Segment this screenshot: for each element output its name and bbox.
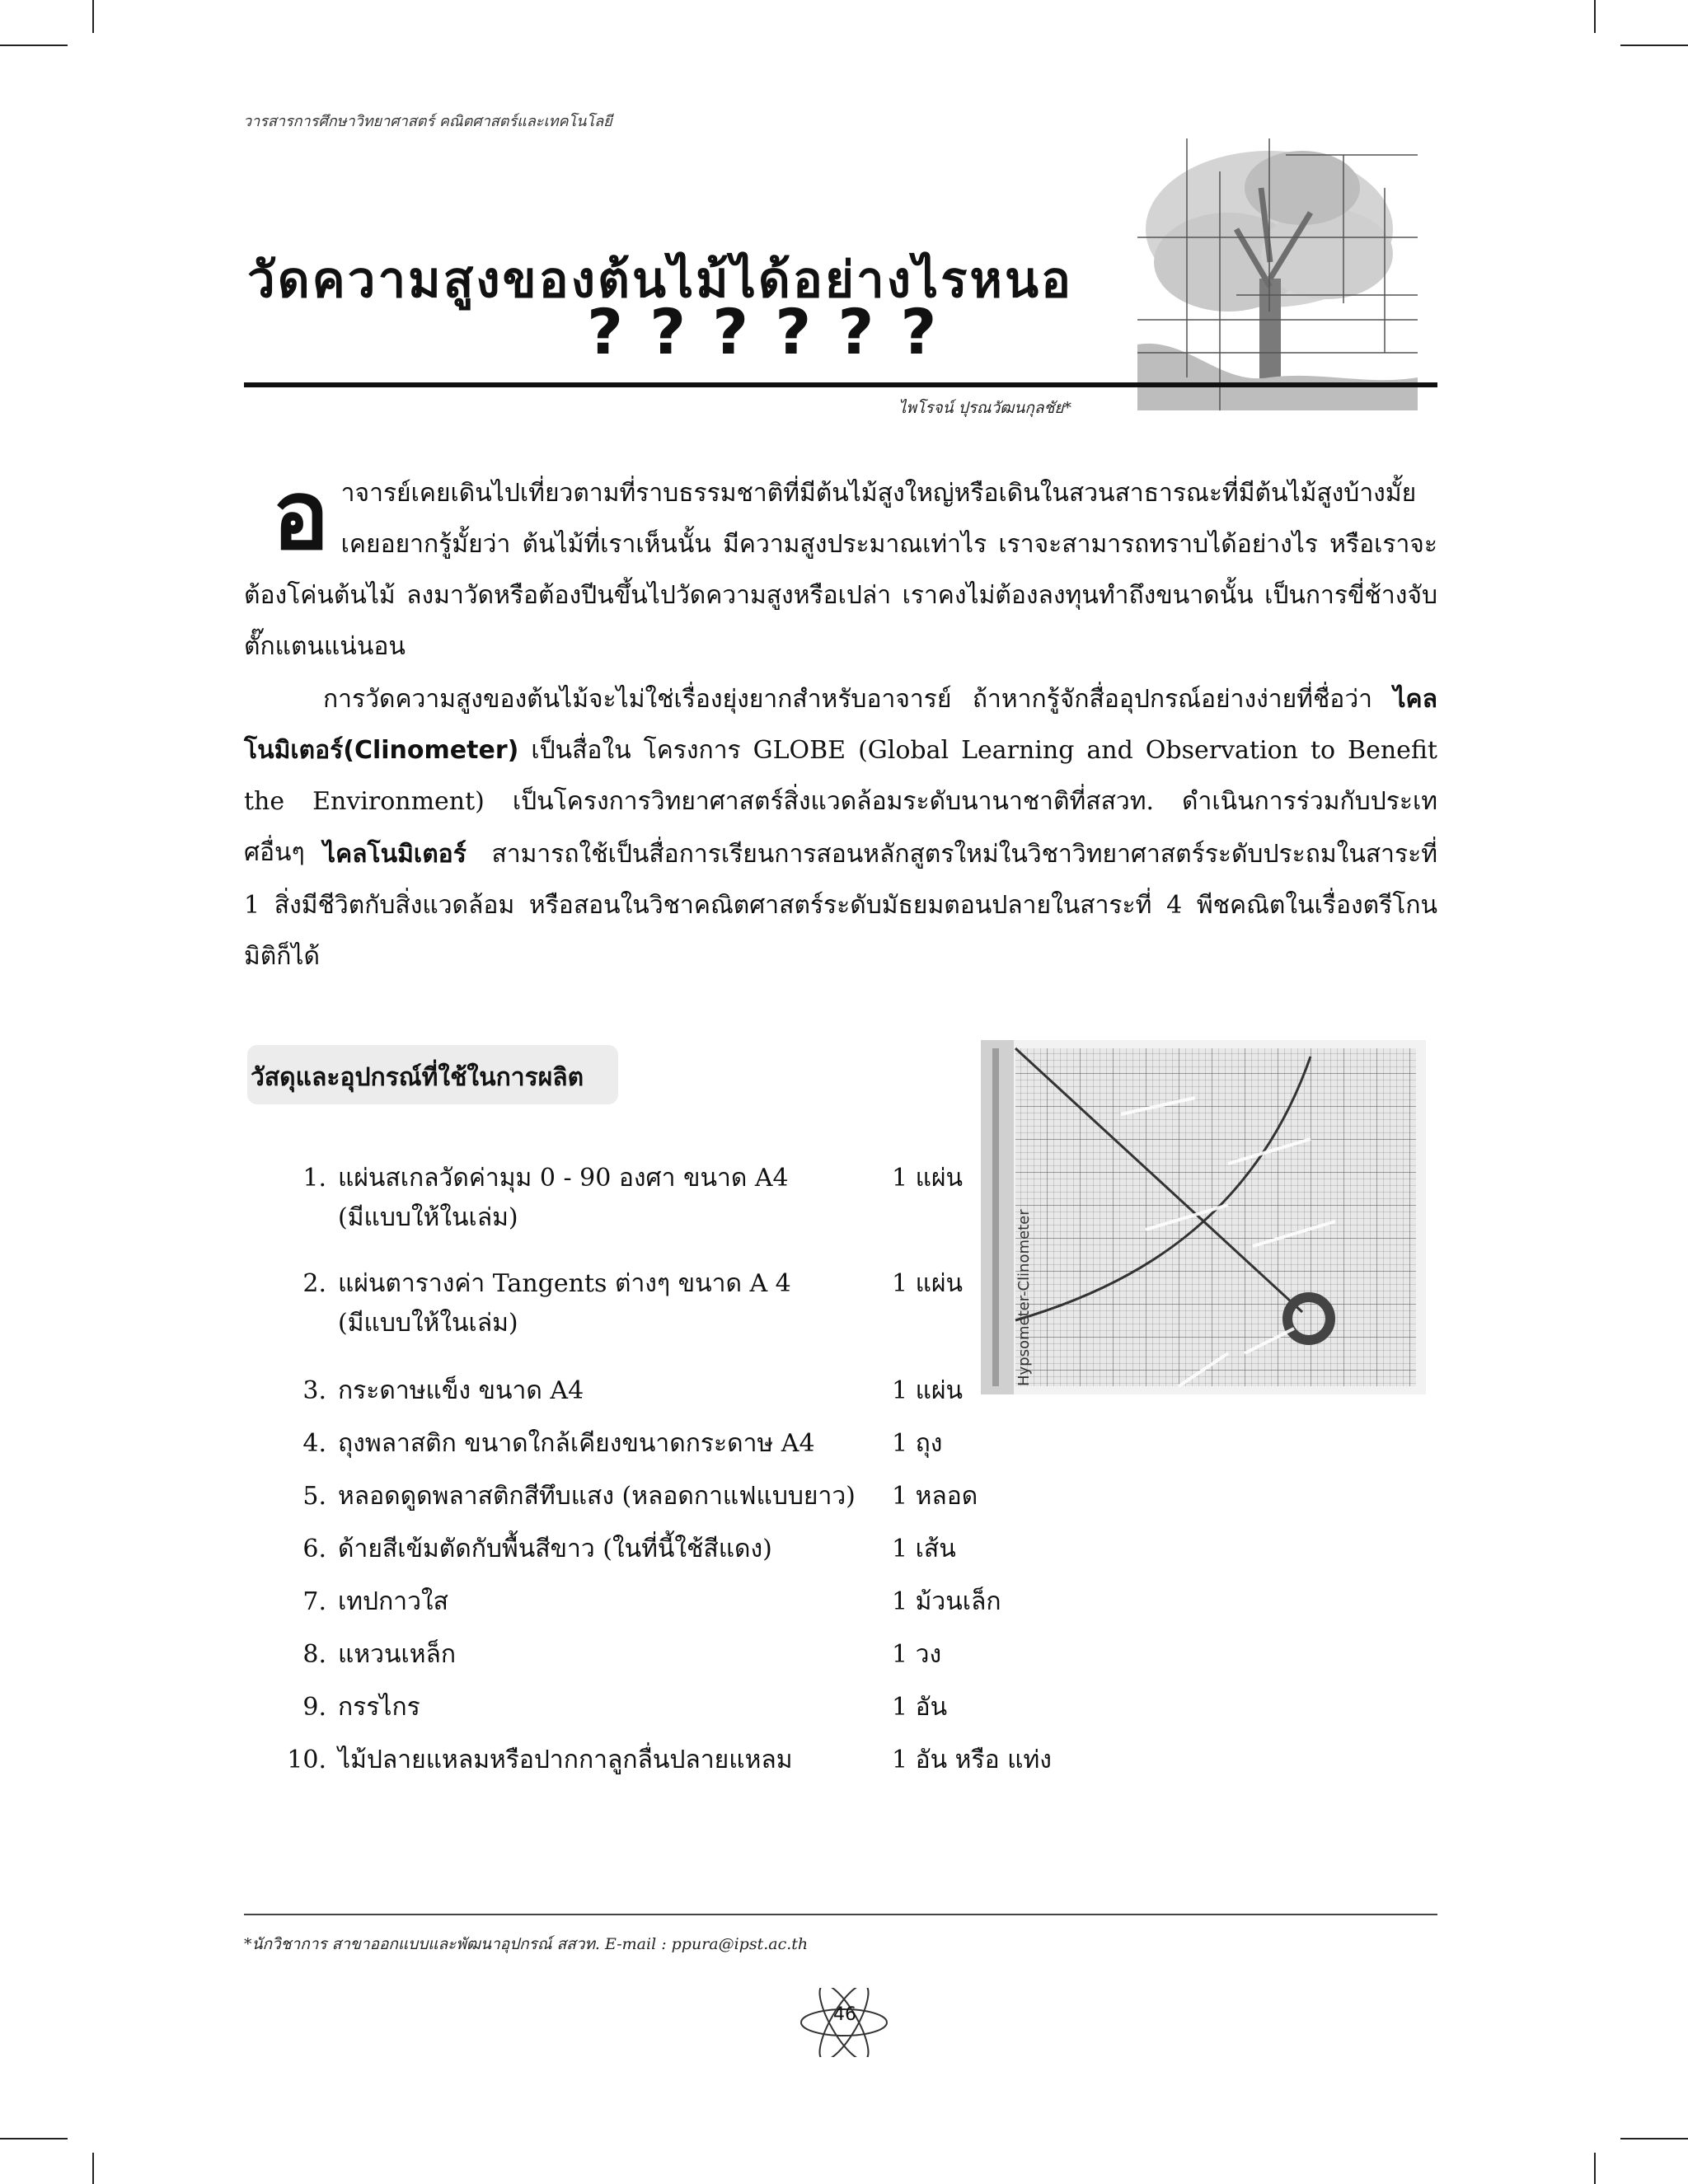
crop-mark xyxy=(1594,2153,1596,2184)
list-item xyxy=(272,1691,1063,1741)
footnote: *นักวิชาการ สาขาออกแบบและพัฒนาอุปกรณ์ สสวท. E-mail : ppura@ipst.ac.th xyxy=(244,1935,809,1953)
intro-paragraph-3 xyxy=(244,829,1437,982)
intro-text: เป็นสื่อใน โครงการ GLOBE (Global Learning and Observation to Benefit the Environment) เป็นโครงการวิทยาศาสตร์สิ่งแวดล้อมระดับนานาชาติที่สสวท. ดำเนินการร่วมกับประเทศอื่นๆ xyxy=(244,736,1437,867)
item-quantity: 1 อัน xyxy=(892,1693,948,1722)
item-number: 2. xyxy=(302,1269,326,1298)
list-item xyxy=(272,1638,1063,1688)
item-name: ด้ายสีเข้มตัดกับพื้นสีขาว (ในที่นี้ใช้สีแดง) xyxy=(338,1535,772,1563)
item-name: กระดาษแข็ง ขนาด A4 xyxy=(338,1376,584,1405)
list-item xyxy=(272,1162,1063,1232)
item-quantity: 1 อัน หรือ แท่ง xyxy=(892,1746,1052,1774)
item-quantity: 1 แผ่น xyxy=(892,1376,964,1405)
item-name: แหวนเหล็ก xyxy=(338,1640,457,1669)
item-number: 4. xyxy=(302,1429,326,1458)
crop-mark xyxy=(1620,2138,1688,2139)
item-number: 8. xyxy=(302,1640,326,1669)
item-quantity: 1 ม้วนเล็ก xyxy=(892,1587,1001,1616)
item-quantity: 1 แผ่น xyxy=(892,1164,964,1193)
item-quantity: 1 วง xyxy=(892,1640,942,1669)
figure-label: Hypsometer-Clinometer xyxy=(1015,1209,1033,1386)
item-name: แผ่นตารางค่า Tangents ต่างๆ ขนาด A 4 xyxy=(338,1269,791,1298)
item-number: 10. xyxy=(287,1746,326,1774)
author-name: ไพโรจน์ ปุรณวัฒนกุลชัย* xyxy=(898,399,1072,417)
item-number: 3. xyxy=(302,1376,326,1405)
crop-mark xyxy=(1594,0,1596,33)
page-number: 46 xyxy=(833,2004,856,2025)
article-title-question-marks: ?????? xyxy=(587,295,964,368)
title-divider xyxy=(244,382,1437,387)
item-name: แผ่นสเกลวัดค่ามุม 0 - 90 องศา ขนาด A4 xyxy=(338,1164,789,1193)
drop-cap: อ xyxy=(272,460,330,571)
crop-mark xyxy=(0,45,68,46)
crop-mark xyxy=(0,2138,68,2139)
intro-text: การวัดความสูงของต้นไม้จะไม่ใช่เรื่องยุ่งยากสำหรับอาจารย์ ถ้าหากรู้จักสื่ออุปกรณ์อย่างง่ายที่ชื่อว่า xyxy=(323,685,1373,714)
running-head: วารสารการศึกษาวิทยาศาสตร์ คณิตศาสตร์และเทคโนโลยี xyxy=(243,113,612,130)
item-note: (มีแบบให้ในเล่ม) xyxy=(338,1309,518,1338)
item-quantity: 1 แผ่น xyxy=(892,1269,964,1298)
item-number: 7. xyxy=(302,1587,326,1616)
section-heading: วัสดุและอุปกรณ์ที่ใช้ในการผลิต xyxy=(251,1063,584,1092)
intro-paragraph-1 xyxy=(244,460,1437,673)
crop-mark xyxy=(92,0,94,33)
clinometer-term: ไคลโนมิเตอร์ xyxy=(323,840,467,869)
list-item xyxy=(272,1744,1063,1793)
list-item xyxy=(272,1427,1063,1477)
crop-mark xyxy=(92,2153,94,2184)
item-name: หลอดดูดพลาสติกสีทึบแสง (หลอดกาแฟแบบยาว) xyxy=(338,1482,856,1511)
list-item xyxy=(272,1375,1063,1424)
clinometer-term: ไคลโนมิเตอร์(Clinometer) xyxy=(244,685,1437,765)
item-name: กรรไกร xyxy=(338,1693,420,1722)
item-quantity: 1 หลอด xyxy=(892,1482,978,1511)
list-item xyxy=(272,1533,1063,1582)
item-number: 5. xyxy=(302,1482,326,1511)
item-quantity: 1 ถุง xyxy=(892,1429,943,1458)
item-note: (มีแบบให้ในเล่ม) xyxy=(338,1203,518,1232)
list-item xyxy=(272,1480,1063,1530)
item-name: เทปกาวใส xyxy=(338,1587,448,1616)
item-number: 6. xyxy=(302,1535,326,1563)
item-quantity: 1 เส้น xyxy=(892,1535,956,1563)
footnote-divider xyxy=(244,1914,1437,1915)
clinometer-photo xyxy=(981,1040,1426,1394)
list-item xyxy=(272,1268,1063,1338)
crop-mark xyxy=(1620,45,1688,46)
intro-text: าจารย์เคยเดินไปเที่ยวตามที่ราบธรรมชาติที่มีต้นไม้สูงใหญ่หรือเดินในสวนสาธารณะที่มีต้นไม้สูงบ้างมั้ย เคยอยากรู้มั้ยว่า ต้นไม้ที่เราเห็นนั้น มีความสูงประมาณเท่าไร เราจะสามารถทราบได้อย่างไร หรือเราจะต้องโค่นต้นไม้ ลงมาวัดหรือต้องปีนขึ้นไปวัดความสูงหรือเปล่า เราคงไม่ต้องลงทุนทำถึงขนาดนั้น เป็นการขี่ช้างจับตั๊กแตนแน่นอน xyxy=(244,479,1437,661)
intro-text: สามารถใช้เป็นสื่อการเรียนการสอนหลักสูตรใหม่ในวิชาวิทยาศาสตร์ระดับประถมในสาระที่ 1 สิ่งมีชีวิตกับสิ่งแวดล้อม หรือสอนในวิชาคณิตศาสตร์ระดับมัธยมตอนปลายในสาระที่ 4 พีชคณิตในเรื่องตรีโกนมิติก็ได้ xyxy=(244,840,1437,971)
item-number: 9. xyxy=(302,1693,326,1722)
item-number: 1. xyxy=(302,1164,326,1193)
item-name: ถุงพลาสติก ขนาดใกล้เคียงขนาดกระดาษ A4 xyxy=(338,1429,815,1458)
list-item xyxy=(272,1586,1063,1635)
item-name: ไม้ปลายแหลมหรือปากกาลูกลื่นปลายแหลม xyxy=(338,1746,793,1774)
article-title: วัดความสูงของต้นไม้ได้อย่างไรหนอ xyxy=(247,251,1074,309)
